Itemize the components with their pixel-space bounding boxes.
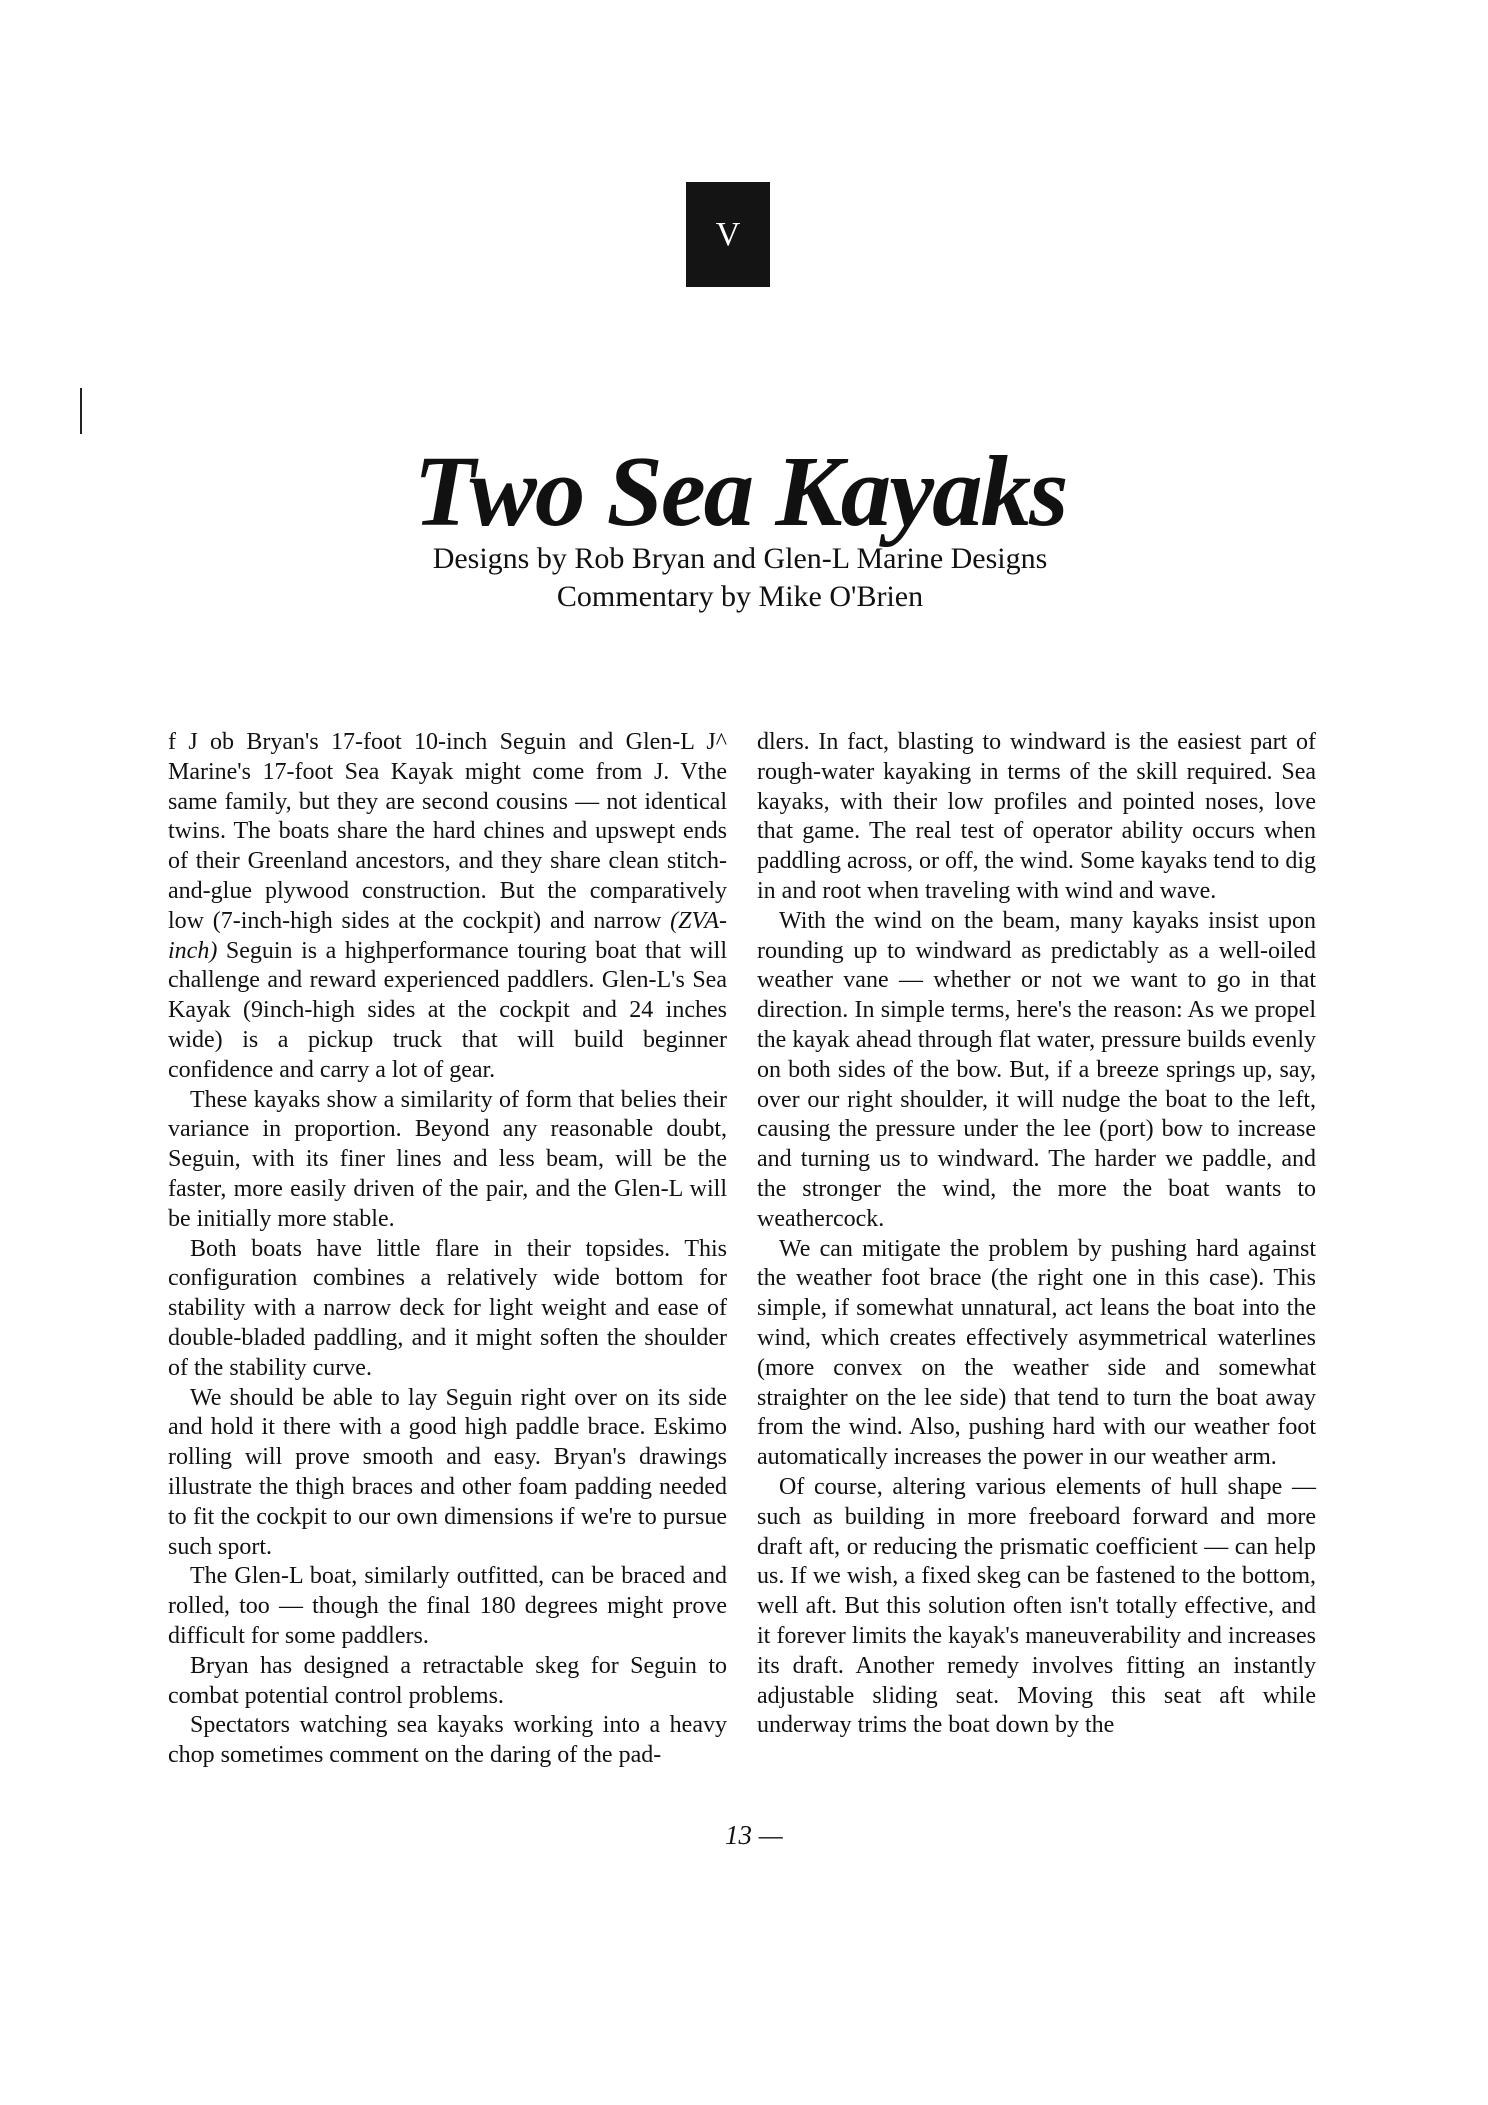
chapter-numeral: V [715,215,741,253]
chapter-number-box [686,182,770,287]
paragraph: With the wind on the beam, many kayaks insist upon rounding up to windward as predictably as a well-oiled weather vane — whether or not we want to go in that direction. In simple terms, here's the reason: As we propel the kayak ahead through flat water, pressure builds evenly on both sides of the bow. But, if a breeze springs up, say, over our right shoulder, it will nudge the boat to the left, causing the pressure under the lee (port) bow to increase and turning us to windward. The harder we paddle, and the stronger the wind, the more the boat wants to weathercock. [757,907,1316,1232]
paragraph [168,728,727,1086]
paragraph: Of course, altering various elements of hull shape — such as building in more freeboard forward and more draft aft, or reducing the prismatic coefficient — can help us. If we wish, a fixed skeg can be fastened to the bottom, well aft. But this solution often isn't totally effective, and it forever limits the kayak's maneuverability and increases its draft. Another remedy involves fitting an instantly adjustable sliding seat. Moving this seat aft while underway trims the boat down by the [757,1473,1316,1739]
paragraph: Spectators watching sea kayaks working into a heavy chop sometimes comment on the daring of the pad- [168,1712,727,1769]
page-number: 13 — [725,1820,783,1850]
paragraph: Bryan has designed a retractable skeg for Seguin to combat potential control problems. [168,1652,727,1709]
designers-credit: Designs by Rob Bryan and Glen-L Marine Designs [432,542,1048,575]
left-column [168,728,727,1771]
paragraph: We can mitigate the problem by pushing hard against the weather foot brace (the right one in this case). This simple, if somewhat unnatural, act leans the boat into the wind, which creates effectively asymmetrical waterlines (more convex on the weather side and somewhat straighter on the lee side) that tend to turn the boat away from the wind. Also, pushing hard with our weather foot automatically increases the power in our weather arm. [757,1235,1316,1471]
paragraph: The Glen-L boat, similarly outfitted, can be braced and rolled, too — though the final 180 degrees might prove difficult for some paddlers. [168,1563,727,1649]
paragraph: These kayaks show a similarity of form that belies their variance in proportion. Beyond any reasonable doubt, Seguin, with its finer lines and less beam, will be the faster, more easily driven of the pair, and the Glen-L will be initially more stable. [168,1086,727,1232]
commentary-credit: Commentary by Mike O'Brien [556,580,924,613]
right-column [757,728,1316,1741]
paragraph: We should be able to lay Seguin right over on its side and hold it there with a good high paddle brace. Eskimo rolling will prove smooth and easy. Bryan's drawings illustrate the thigh braces and other foam padding needed to fit the cockpit to our own dimensions if we're to pursue such sport. [168,1384,727,1560]
margin-mark [80,388,82,434]
italic-dimension: (ZVA-inch) [168,907,727,964]
paragraph: dlers. In fact, blasting to windward is the easiest part of rough-water kayaking in terms of the skill required. Sea kayaks, with their low profiles and pointed noses, love that game. The real test of operator ability occurs when paddling across, or off, the wind. Some kayaks tend to dig in and root when traveling with wind and wave. [757,729,1316,904]
credits [300,540,1180,616]
article-title: Two Sea Kayaks [413,434,1067,547]
paragraph-text: Seguin is a highperformance touring boat that will challenge and reward experienced paddlers. Glen-L's Sea Kayak (9inch-high sides at the cockpit and 24 inches wide) is a pickup truck that will build beginner confidence and carry a lot of gear. [168,937,727,1083]
paragraph: Both boats have little flare in their topsides. This configuration combines a relatively wide bottom for stability with a narrow deck for light weight and ease of double-bladed paddling, and it might soften the shoulder of the stability curve. [168,1235,727,1381]
paragraph-text: f J ob Bryan's 17-foot 10-inch Seguin and Glen-L J^ Marine's 17-foot Sea Kayak might come from J. Vthe same family, but they are second cousins — not identical twins. The boats share the hard chines and upswept ends of their Greenland ancestors, and they share clean stitch-and-glue plywood construction. But the comparatively low (7-inch-high sides at the cockpit) and narrow [168,729,727,934]
